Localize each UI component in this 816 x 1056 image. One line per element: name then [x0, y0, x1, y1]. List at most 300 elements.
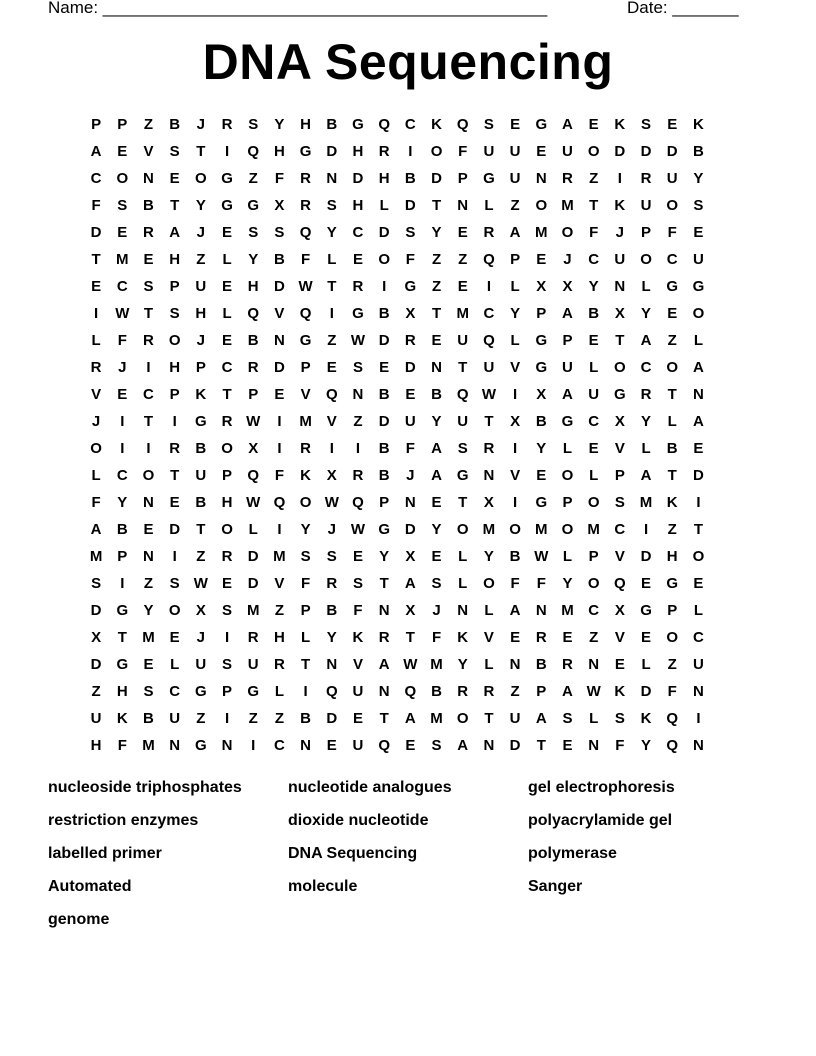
- grid-letter[interactable]: D: [640, 143, 652, 160]
- grid-letter[interactable]: Z: [667, 521, 677, 538]
- grid-letter[interactable]: S: [352, 359, 363, 376]
- grid-letter[interactable]: I: [224, 629, 230, 646]
- grid-letter[interactable]: N: [692, 737, 704, 754]
- grid-letter[interactable]: F: [667, 224, 677, 241]
- grid-letter[interactable]: U: [692, 251, 704, 268]
- grid-letter[interactable]: Q: [247, 305, 260, 322]
- grid-letter[interactable]: G: [221, 170, 233, 187]
- grid-letter[interactable]: G: [535, 359, 548, 376]
- grid-letter[interactable]: L: [562, 440, 573, 457]
- grid-letter[interactable]: N: [221, 737, 233, 754]
- grid-letter[interactable]: B: [169, 116, 181, 133]
- grid-letter[interactable]: U: [588, 386, 600, 403]
- grid-letter[interactable]: I: [146, 359, 151, 376]
- grid-letter[interactable]: O: [456, 710, 469, 727]
- grid-letter[interactable]: N: [143, 494, 154, 511]
- grid-letter[interactable]: S: [326, 548, 337, 565]
- grid-letter[interactable]: F: [431, 629, 442, 646]
- grid-letter[interactable]: L: [248, 521, 258, 538]
- grid-letter[interactable]: R: [326, 575, 338, 592]
- grid-letter[interactable]: D: [666, 143, 678, 160]
- grid-letter[interactable]: R: [483, 683, 495, 700]
- grid-letter[interactable]: I: [172, 548, 177, 565]
- grid-letter[interactable]: T: [379, 710, 389, 727]
- grid-letter[interactable]: L: [484, 602, 494, 619]
- grid-letter[interactable]: E: [117, 143, 128, 160]
- grid-letter[interactable]: F: [405, 251, 415, 268]
- grid-letter[interactable]: E: [614, 656, 625, 673]
- grid-letter[interactable]: Y: [431, 413, 442, 430]
- grid-letter[interactable]: U: [352, 683, 364, 700]
- grid-letter[interactable]: S: [169, 143, 180, 160]
- grid-letter[interactable]: T: [484, 710, 494, 727]
- grid-letter[interactable]: P: [614, 467, 625, 484]
- grid-letter[interactable]: C: [666, 251, 678, 268]
- grid-letter[interactable]: Z: [510, 197, 520, 214]
- grid-letter[interactable]: E: [510, 116, 521, 133]
- grid-letter[interactable]: B: [300, 710, 312, 727]
- grid-letter[interactable]: Y: [326, 629, 337, 646]
- grid-letter[interactable]: N: [457, 602, 469, 619]
- grid-letter[interactable]: D: [90, 656, 102, 673]
- grid-letter[interactable]: S: [169, 305, 180, 322]
- grid-letter[interactable]: N: [457, 197, 469, 214]
- grid-letter[interactable]: K: [614, 683, 626, 700]
- grid-letter[interactable]: V: [614, 440, 625, 457]
- grid-letter[interactable]: V: [274, 305, 285, 322]
- grid-letter[interactable]: M: [561, 197, 574, 214]
- grid-letter[interactable]: Y: [379, 548, 390, 565]
- grid-letter[interactable]: P: [195, 359, 206, 376]
- grid-letter[interactable]: F: [91, 197, 101, 214]
- grid-letter[interactable]: D: [90, 602, 102, 619]
- grid-letter[interactable]: J: [196, 116, 206, 133]
- grid-letter[interactable]: P: [300, 602, 311, 619]
- grid-letter[interactable]: U: [483, 143, 495, 160]
- grid-letter[interactable]: F: [91, 494, 101, 511]
- grid-letter[interactable]: Z: [353, 413, 363, 430]
- grid-letter[interactable]: B: [431, 683, 442, 700]
- grid-letter[interactable]: D: [378, 413, 390, 430]
- grid-letter[interactable]: B: [431, 386, 442, 403]
- grid-letter[interactable]: L: [484, 656, 494, 673]
- grid-letter[interactable]: Y: [562, 575, 573, 592]
- grid-letter[interactable]: N: [588, 737, 600, 754]
- grid-letter[interactable]: G: [404, 278, 417, 295]
- grid-letter[interactable]: Z: [196, 710, 206, 727]
- grid-letter[interactable]: Z: [589, 629, 599, 646]
- grid-letter[interactable]: E: [222, 575, 233, 592]
- grid-letter[interactable]: P: [510, 251, 521, 268]
- grid-letter[interactable]: P: [641, 224, 652, 241]
- grid-letter[interactable]: N: [535, 170, 547, 187]
- grid-letter[interactable]: J: [432, 602, 441, 619]
- grid-letter[interactable]: E: [169, 494, 180, 511]
- grid-letter[interactable]: F: [301, 575, 311, 592]
- grid-letter[interactable]: L: [589, 710, 599, 727]
- grid-letter[interactable]: B: [404, 170, 416, 187]
- grid-letter[interactable]: I: [277, 440, 282, 457]
- grid-letter[interactable]: G: [116, 656, 129, 673]
- grid-letter[interactable]: D: [640, 548, 652, 565]
- grid-letter[interactable]: M: [561, 602, 574, 619]
- grid-letter[interactable]: G: [116, 602, 129, 619]
- grid-letter[interactable]: G: [195, 737, 207, 754]
- grid-letter[interactable]: T: [379, 575, 389, 592]
- grid-letter[interactable]: K: [300, 467, 312, 484]
- grid-letter[interactable]: T: [693, 521, 703, 538]
- grid-letter[interactable]: Z: [458, 251, 468, 268]
- grid-letter[interactable]: D: [404, 359, 416, 376]
- grid-letter[interactable]: T: [405, 629, 415, 646]
- grid-letter[interactable]: H: [352, 143, 364, 160]
- grid-letter[interactable]: N: [352, 386, 364, 403]
- grid-letter[interactable]: N: [143, 548, 154, 565]
- grid-letter[interactable]: M: [482, 521, 496, 538]
- grid-letter[interactable]: G: [666, 278, 679, 295]
- grid-letter[interactable]: I: [224, 710, 230, 727]
- grid-letter[interactable]: P: [379, 494, 390, 511]
- grid-letter[interactable]: E: [117, 386, 128, 403]
- grid-letter[interactable]: Y: [510, 305, 521, 322]
- grid-letter[interactable]: F: [667, 683, 677, 700]
- grid-letter[interactable]: N: [509, 656, 521, 673]
- grid-letter[interactable]: F: [536, 575, 546, 592]
- grid-letter[interactable]: L: [589, 359, 599, 376]
- grid-letter[interactable]: V: [91, 386, 102, 403]
- grid-letter[interactable]: O: [535, 197, 548, 214]
- grid-letter[interactable]: V: [510, 359, 521, 376]
- grid-letter[interactable]: H: [195, 305, 207, 322]
- grid-letter[interactable]: X: [195, 602, 206, 619]
- grid-letter[interactable]: E: [667, 305, 678, 322]
- grid-letter[interactable]: I: [120, 575, 125, 592]
- grid-letter[interactable]: E: [431, 332, 442, 349]
- grid-letter[interactable]: Z: [196, 251, 206, 268]
- grid-letter[interactable]: Z: [196, 548, 206, 565]
- grid-letter[interactable]: A: [431, 467, 442, 484]
- grid-letter[interactable]: Y: [300, 521, 311, 538]
- grid-letter[interactable]: V: [614, 629, 625, 646]
- grid-letter[interactable]: N: [169, 737, 181, 754]
- grid-letter[interactable]: E: [641, 575, 652, 592]
- grid-letter[interactable]: U: [640, 197, 652, 214]
- grid-letter[interactable]: D: [326, 143, 338, 160]
- grid-letter[interactable]: Q: [273, 494, 286, 511]
- grid-letter[interactable]: H: [169, 251, 181, 268]
- grid-letter[interactable]: O: [221, 521, 233, 538]
- grid-letter[interactable]: T: [615, 332, 625, 349]
- grid-letter[interactable]: E: [326, 359, 337, 376]
- grid-letter[interactable]: S: [405, 224, 416, 241]
- grid-letter[interactable]: L: [693, 602, 703, 619]
- grid-letter[interactable]: W: [298, 278, 313, 295]
- grid-letter[interactable]: G: [352, 116, 364, 133]
- grid-letter[interactable]: G: [299, 332, 312, 349]
- grid-letter[interactable]: E: [431, 548, 442, 565]
- grid-letter[interactable]: S: [457, 440, 468, 457]
- grid-letter[interactable]: W: [246, 494, 261, 511]
- grid-letter[interactable]: Q: [299, 305, 312, 322]
- grid-letter[interactable]: I: [120, 413, 125, 430]
- grid-letter[interactable]: S: [431, 575, 442, 592]
- grid-letter[interactable]: E: [222, 278, 233, 295]
- grid-letter[interactable]: Y: [143, 602, 154, 619]
- grid-letter[interactable]: C: [352, 224, 364, 241]
- grid-letter[interactable]: R: [562, 656, 573, 673]
- grid-letter[interactable]: V: [300, 386, 311, 403]
- grid-letter[interactable]: S: [248, 224, 259, 241]
- grid-letter[interactable]: R: [221, 413, 233, 430]
- grid-letter[interactable]: O: [561, 521, 574, 538]
- grid-letter[interactable]: R: [457, 683, 469, 700]
- grid-letter[interactable]: O: [692, 305, 705, 322]
- grid-letter[interactable]: W: [324, 494, 339, 511]
- grid-letter[interactable]: A: [535, 710, 547, 727]
- grid-letter[interactable]: Y: [588, 278, 599, 295]
- grid-letter[interactable]: P: [169, 278, 180, 295]
- grid-letter[interactable]: E: [352, 710, 363, 727]
- grid-letter[interactable]: I: [277, 413, 282, 430]
- grid-letter[interactable]: G: [561, 413, 574, 430]
- grid-letter[interactable]: Z: [431, 278, 442, 295]
- grid-letter[interactable]: E: [588, 440, 599, 457]
- grid-letter[interactable]: V: [274, 575, 285, 592]
- grid-letter[interactable]: N: [300, 737, 312, 754]
- grid-letter[interactable]: H: [116, 683, 128, 700]
- grid-letter[interactable]: X: [510, 413, 521, 430]
- grid-letter[interactable]: T: [170, 467, 180, 484]
- grid-letter[interactable]: M: [246, 602, 260, 619]
- grid-letter[interactable]: X: [562, 278, 573, 295]
- grid-letter[interactable]: I: [355, 440, 361, 457]
- grid-letter[interactable]: A: [562, 116, 573, 133]
- grid-letter[interactable]: J: [563, 251, 572, 268]
- grid-letter[interactable]: C: [143, 386, 154, 403]
- grid-letter[interactable]: R: [273, 656, 285, 673]
- grid-letter[interactable]: D: [273, 359, 285, 376]
- grid-letter[interactable]: U: [509, 143, 521, 160]
- grid-letter[interactable]: P: [536, 305, 547, 322]
- grid-letter[interactable]: O: [378, 251, 390, 268]
- grid-letter[interactable]: Z: [143, 116, 154, 133]
- grid-letter[interactable]: B: [666, 440, 678, 457]
- grid-letter[interactable]: D: [404, 197, 416, 214]
- grid-letter[interactable]: D: [378, 224, 390, 241]
- grid-letter[interactable]: S: [222, 602, 233, 619]
- grid-letter[interactable]: D: [90, 224, 102, 241]
- grid-letter[interactable]: S: [274, 224, 285, 241]
- grid-letter[interactable]: A: [90, 143, 102, 160]
- grid-letter[interactable]: X: [614, 413, 625, 430]
- grid-letter[interactable]: P: [457, 170, 468, 187]
- grid-letter[interactable]: W: [586, 683, 601, 700]
- grid-letter[interactable]: U: [247, 656, 259, 673]
- grid-letter[interactable]: D: [247, 575, 259, 592]
- grid-letter[interactable]: N: [273, 332, 285, 349]
- grid-letter[interactable]: S: [169, 575, 180, 592]
- grid-letter[interactable]: P: [117, 116, 128, 133]
- grid-letter[interactable]: T: [484, 413, 494, 430]
- grid-letter[interactable]: G: [692, 278, 705, 295]
- grid-letter[interactable]: F: [301, 251, 311, 268]
- grid-letter[interactable]: A: [562, 386, 573, 403]
- grid-letter[interactable]: U: [692, 656, 704, 673]
- grid-letter[interactable]: D: [326, 710, 338, 727]
- grid-letter[interactable]: S: [431, 737, 442, 754]
- grid-letter[interactable]: Y: [641, 413, 652, 430]
- grid-letter[interactable]: R: [300, 197, 312, 214]
- grid-letter[interactable]: Q: [666, 710, 679, 727]
- grid-letter[interactable]: U: [457, 413, 469, 430]
- grid-letter[interactable]: B: [378, 467, 390, 484]
- grid-letter[interactable]: Q: [247, 143, 260, 160]
- grid-letter[interactable]: F: [458, 143, 468, 160]
- grid-letter[interactable]: M: [299, 413, 312, 430]
- grid-letter[interactable]: M: [456, 305, 469, 322]
- grid-letter[interactable]: S: [693, 197, 704, 214]
- grid-letter[interactable]: O: [666, 359, 679, 376]
- grid-letter[interactable]: N: [692, 683, 704, 700]
- grid-letter[interactable]: N: [404, 494, 416, 511]
- grid-letter[interactable]: B: [509, 548, 521, 565]
- grid-letter[interactable]: E: [379, 359, 390, 376]
- grid-letter[interactable]: B: [116, 521, 128, 538]
- grid-letter[interactable]: X: [483, 494, 494, 511]
- grid-letter[interactable]: P: [248, 386, 259, 403]
- grid-letter[interactable]: L: [458, 575, 468, 592]
- grid-letter[interactable]: P: [169, 386, 180, 403]
- grid-letter[interactable]: I: [643, 521, 649, 538]
- grid-letter[interactable]: J: [196, 629, 206, 646]
- grid-letter[interactable]: V: [326, 413, 337, 430]
- grid-letter[interactable]: I: [172, 413, 177, 430]
- grid-letter[interactable]: R: [169, 440, 181, 457]
- grid-letter[interactable]: F: [274, 170, 284, 187]
- grid-letter[interactable]: A: [169, 224, 181, 241]
- grid-letter[interactable]: D: [431, 170, 442, 187]
- grid-letter[interactable]: T: [196, 143, 206, 160]
- grid-letter[interactable]: G: [299, 143, 312, 160]
- grid-letter[interactable]: W: [115, 305, 130, 322]
- grid-letter[interactable]: T: [143, 413, 154, 430]
- grid-letter[interactable]: F: [615, 737, 625, 754]
- grid-letter[interactable]: G: [195, 683, 207, 700]
- grid-letter[interactable]: B: [378, 386, 390, 403]
- grid-letter[interactable]: D: [404, 521, 416, 538]
- grid-letter[interactable]: Z: [248, 710, 258, 727]
- grid-letter[interactable]: G: [352, 305, 364, 322]
- grid-letter[interactable]: L: [222, 305, 232, 322]
- grid-letter[interactable]: L: [641, 656, 651, 673]
- grid-letter[interactable]: Z: [589, 170, 599, 187]
- grid-letter[interactable]: N: [378, 602, 390, 619]
- grid-letter[interactable]: E: [405, 737, 416, 754]
- grid-letter[interactable]: O: [430, 143, 443, 160]
- grid-letter[interactable]: Z: [327, 332, 337, 349]
- grid-letter[interactable]: L: [458, 548, 468, 565]
- grid-letter[interactable]: C: [614, 521, 626, 538]
- grid-letter[interactable]: G: [247, 197, 260, 214]
- grid-letter[interactable]: V: [510, 467, 521, 484]
- grid-letter[interactable]: I: [329, 305, 334, 322]
- grid-letter[interactable]: G: [535, 332, 548, 349]
- grid-letter[interactable]: M: [142, 629, 155, 646]
- grid-letter[interactable]: N: [326, 656, 338, 673]
- grid-letter[interactable]: T: [91, 251, 101, 268]
- grid-letter[interactable]: H: [352, 197, 364, 214]
- grid-letter[interactable]: L: [91, 332, 101, 349]
- grid-letter[interactable]: U: [509, 710, 521, 727]
- grid-letter[interactable]: E: [143, 656, 154, 673]
- grid-letter[interactable]: D: [509, 737, 521, 754]
- grid-letter[interactable]: I: [146, 440, 151, 457]
- grid-letter[interactable]: C: [588, 413, 600, 430]
- grid-letter[interactable]: U: [509, 170, 521, 187]
- grid-letter[interactable]: R: [352, 278, 364, 295]
- grid-letter[interactable]: S: [614, 494, 625, 511]
- grid-letter[interactable]: I: [408, 143, 413, 160]
- grid-letter[interactable]: Y: [641, 737, 652, 754]
- grid-letter[interactable]: O: [90, 440, 102, 457]
- grid-letter[interactable]: O: [116, 170, 129, 187]
- grid-letter[interactable]: L: [693, 332, 703, 349]
- grid-letter[interactable]: R: [483, 440, 495, 457]
- grid-letter[interactable]: K: [116, 710, 128, 727]
- grid-letter[interactable]: Q: [483, 332, 495, 349]
- grid-letter[interactable]: D: [169, 521, 181, 538]
- grid-letter[interactable]: S: [300, 548, 311, 565]
- grid-letter[interactable]: D: [692, 467, 704, 484]
- grid-letter[interactable]: P: [588, 548, 599, 565]
- grid-letter[interactable]: G: [535, 494, 548, 511]
- grid-letter[interactable]: O: [483, 575, 495, 592]
- grid-letter[interactable]: R: [143, 224, 154, 241]
- grid-letter[interactable]: V: [483, 629, 494, 646]
- grid-letter[interactable]: I: [486, 278, 491, 295]
- grid-letter[interactable]: Z: [274, 602, 284, 619]
- grid-letter[interactable]: F: [589, 224, 599, 241]
- grid-letter[interactable]: B: [692, 143, 704, 160]
- grid-letter[interactable]: J: [196, 224, 206, 241]
- grid-letter[interactable]: B: [378, 440, 390, 457]
- grid-letter[interactable]: X: [536, 386, 547, 403]
- grid-letter[interactable]: Y: [457, 656, 468, 673]
- grid-letter[interactable]: N: [588, 656, 600, 673]
- grid-letter[interactable]: E: [457, 224, 468, 241]
- grid-letter[interactable]: J: [91, 413, 101, 430]
- grid-letter[interactable]: P: [91, 116, 102, 133]
- grid-letter[interactable]: E: [91, 278, 102, 295]
- grid-letter[interactable]: Y: [483, 548, 494, 565]
- grid-letter[interactable]: E: [326, 737, 337, 754]
- grid-letter[interactable]: I: [120, 440, 125, 457]
- grid-letter[interactable]: H: [273, 629, 285, 646]
- grid-letter[interactable]: P: [562, 494, 573, 511]
- grid-letter[interactable]: U: [562, 143, 573, 160]
- grid-letter[interactable]: G: [221, 197, 233, 214]
- grid-letter[interactable]: F: [117, 332, 127, 349]
- grid-letter[interactable]: Y: [274, 116, 285, 133]
- grid-letter[interactable]: Y: [195, 197, 206, 214]
- grid-letter[interactable]: Y: [117, 494, 128, 511]
- grid-letter[interactable]: O: [666, 197, 679, 214]
- grid-letter[interactable]: X: [248, 440, 259, 457]
- grid-letter[interactable]: Y: [641, 305, 652, 322]
- grid-letter[interactable]: O: [142, 467, 155, 484]
- grid-letter[interactable]: J: [118, 359, 127, 376]
- grid-letter[interactable]: S: [352, 575, 363, 592]
